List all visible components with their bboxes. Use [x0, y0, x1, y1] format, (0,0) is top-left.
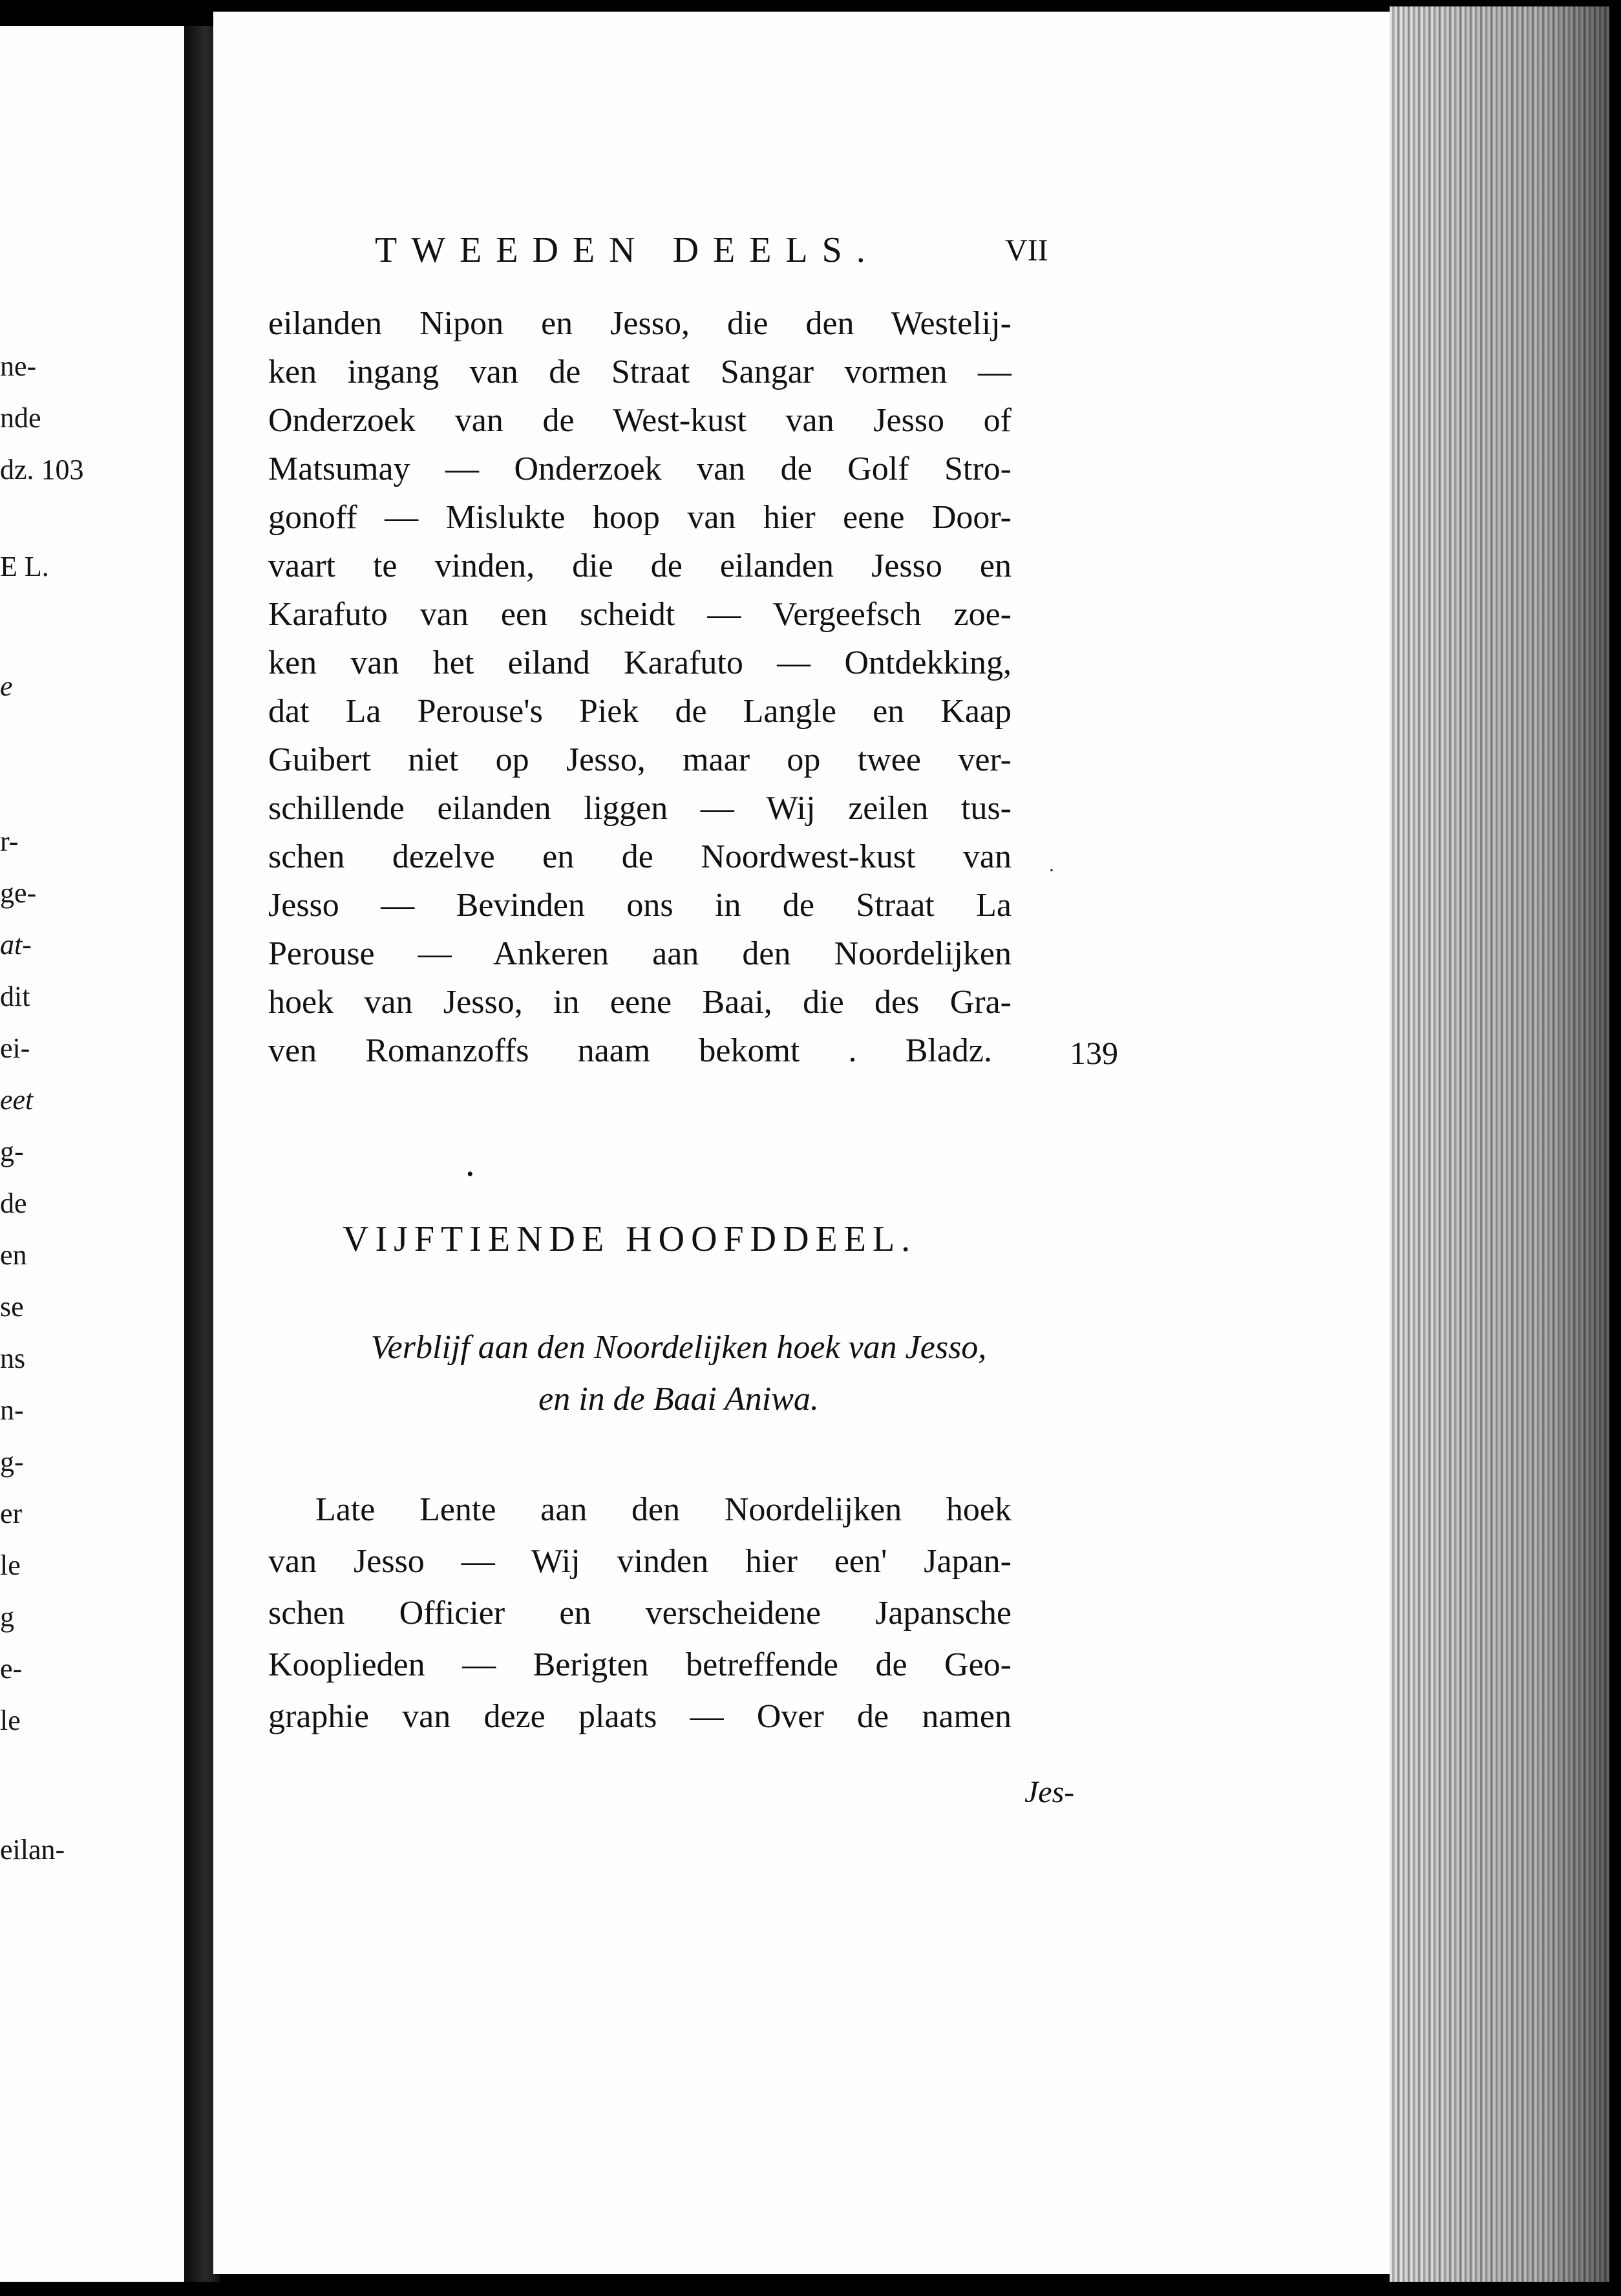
- left-fragment: le: [0, 1705, 21, 1736]
- chapter-title: VIJFTIENDE HOOFDDEEL.: [343, 1219, 917, 1259]
- left-fragment: ne-: [0, 350, 37, 382]
- summary-line: Jesso — Bevinden ons in de Straat La: [268, 887, 1012, 924]
- left-fragment: se: [0, 1291, 24, 1323]
- body-line: graphie van deze plaats — Over de namen: [268, 1698, 1012, 1735]
- summary-line: Karafuto van een scheidt — Vergeefsch zoe-: [268, 596, 1012, 633]
- summary-line: schen dezelve en de Noordwest-kust van: [268, 838, 1012, 875]
- left-fragment: eet: [0, 1084, 34, 1116]
- summary-line: ken van het eiland Karafuto — Ontdekking,: [268, 644, 1012, 681]
- page-edges: [1390, 6, 1609, 2282]
- summary-line: ven Romanzoffs naam bekomt . Bladz.: [268, 1032, 992, 1069]
- left-fragment: dit: [0, 981, 30, 1012]
- left-fragment: er: [0, 1498, 23, 1529]
- left-fragment: at-: [0, 929, 32, 961]
- summary-line: Guibert niet op Jesso, maar op twee ver-: [268, 741, 1012, 778]
- left-fragment: eilan-: [0, 1834, 65, 1865]
- left-fragment: g-: [0, 1136, 24, 1167]
- left-fragment: g: [0, 1601, 14, 1633]
- summary-line: Matsumay — Onderzoek van de Golf Stro-: [268, 451, 1012, 487]
- left-fragment: e: [0, 670, 13, 702]
- left-fragment: E L.: [0, 551, 49, 582]
- page-number: VII: [1005, 233, 1048, 268]
- left-fragment: n-: [0, 1394, 24, 1426]
- chapter-subtitle: Verblijf aan den Noordelijken hoek van Jesso,: [370, 1329, 987, 1366]
- chapter-subtitle: en in de Baai Aniwa.: [538, 1381, 819, 1418]
- summary-line: hoek van Jesso, in eene Baai, die des Gra-: [268, 984, 1012, 1021]
- stray-mark: ·: [1048, 860, 1055, 881]
- body-line: Late Lente aan den Noordelijken hoek: [315, 1491, 1012, 1528]
- summary-line: gonoff — Mislukte hoop van hier eene Door-: [268, 499, 1012, 536]
- summary-line: schillende eilanden liggen — Wij zeilen tus-: [268, 790, 1012, 827]
- left-fragment: nde: [0, 402, 41, 434]
- summary-line: vaart te vinden, die de eilanden Jesso en: [268, 547, 1012, 584]
- left-fragment: e-: [0, 1653, 23, 1685]
- left-fragment: de: [0, 1187, 27, 1219]
- left-fragment: g-: [0, 1446, 24, 1478]
- summary-line: ken ingang van de Straat Sangar vormen —: [268, 354, 1012, 390]
- left-fragment: le: [0, 1549, 21, 1581]
- summary-line: eilanden Nipon en Jesso, die den Westelij-: [268, 305, 1012, 342]
- body-line: Kooplieden — Berigten betreffende de Geo-: [268, 1646, 1012, 1683]
- left-fragment: ei-: [0, 1032, 30, 1064]
- running-head: TWEEDEN DEELS.: [375, 230, 880, 270]
- summary-line: dat La Perouse's Piek de Langle en Kaap: [268, 693, 1012, 730]
- left-fragment: ns: [0, 1343, 26, 1374]
- stray-mark: •: [467, 1164, 474, 1185]
- book-page: [213, 12, 1390, 2274]
- page-reference: 139: [1070, 1035, 1118, 1071]
- summary-line: Onderzoek van de West-kust van Jesso of: [268, 402, 1012, 439]
- left-fragment: ge-: [0, 877, 37, 909]
- summary-line: Perouse — Ankeren aan den Noordelijken: [268, 935, 1012, 972]
- catchword: Jes-: [1024, 1775, 1075, 1809]
- left-fragment: dz. 103: [0, 454, 84, 485]
- left-page-fragment: [0, 26, 184, 2282]
- left-fragment: en: [0, 1239, 27, 1271]
- body-line: van Jesso — Wij vinden hier een' Japan-: [268, 1543, 1012, 1580]
- left-fragment: r-: [0, 825, 19, 857]
- body-line: schen Officier en verscheidene Japansche: [268, 1595, 1012, 1632]
